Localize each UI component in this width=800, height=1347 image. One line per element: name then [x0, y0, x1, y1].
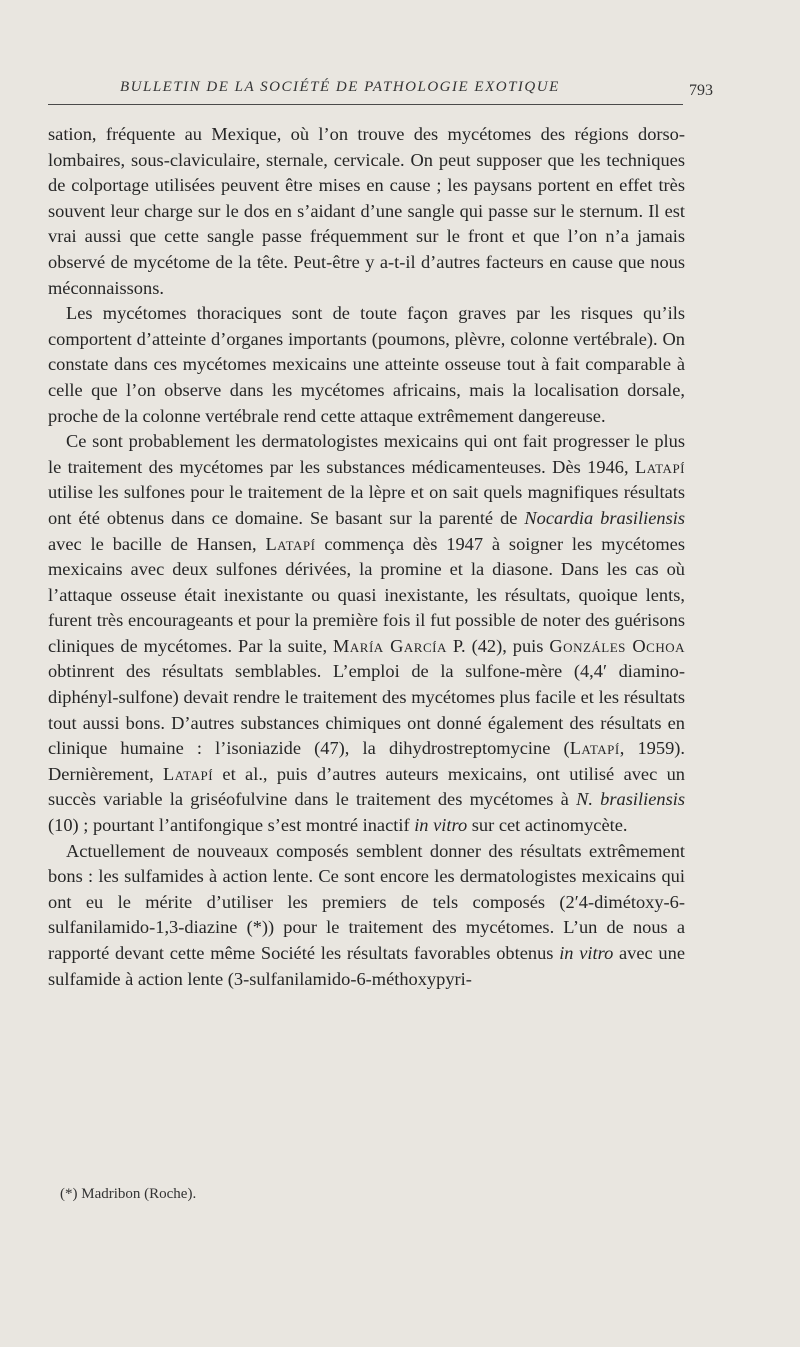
journal-title: BULLETIN DE LA SOCIÉTÉ DE PATHOLOGIE EXOTIQUE	[120, 79, 560, 95]
latin-term: in vitro	[414, 815, 468, 836]
latin-term: in vitro	[559, 943, 614, 963]
author-name: Latapí	[634, 456, 685, 477]
text-run: P. (42), puis	[446, 635, 550, 656]
paragraph-3	[48, 429, 685, 839]
footnote: (*) Madribon (Roche).	[60, 1186, 197, 1202]
body-text	[48, 122, 685, 992]
text-run: obtinrent des résultats semblables. L’emploi de la sulfone-mère (4,4′ diamino-diphényl-sulfone) devait rendre le traitement des mycétomes plus facile et les résultats tout aussi bons. D’autres substances chimiques ont donné également des résultats en clinique humaine : l’isoniazide (47), la dihydrostreptomycine (	[48, 661, 685, 759]
species-name: N. brasiliensis	[576, 789, 685, 810]
author-name: Gonzáles Ochoa	[549, 635, 685, 656]
species-name: Nocardia brasiliensis	[524, 507, 685, 528]
paragraph-1: sation, fréquente au Mexique, où l’on trouve des mycétomes des régions dorso-lombaires, sous-claviculaire, sternale, cervicale. On peut supposer que les techniques de colportage utilisées peuvent être mises en cause ; les paysans portent en effet très souvent leur charge sur le dos en s’aidant d’une sangle qui passe sur le sternum. Il est vrai aussi que cette sangle passe fréquemment sur le front et que l’on n’a jamais observé de mycétome de la tête. Peut-être y a-t-il d’autres facteurs en cause que nous méconnaissons.	[48, 124, 685, 298]
page-number: 793	[689, 82, 713, 99]
running-header	[48, 74, 713, 105]
text-run: avec une sulfamide à action lente (3-sulfanilamido-6-méthoxypyri-	[48, 943, 685, 989]
author-name: María García	[333, 635, 447, 656]
text-run: Ce sont probablement les dermatologistes mexicains qui ont fait progresser le plus le traitement des mycétomes par les substances médicamenteuses. Dès 1946,	[48, 431, 685, 477]
text-run: utilise les sulfones pour le traitement de la lèpre et on sait quels magnifiques résultats ont été obtenus dans ce domaine. Se basant sur la parenté de	[48, 482, 685, 528]
paragraph-2: Les mycétomes thoraciques sont de toute façon graves par les risques qu’ils comportent d’atteinte d’organes importants (poumons, plèvre, colonne vertébrale). On constate dans ces mycétomes mexicains une atteinte osseuse tout à fait comparable à celle que l’on observe dans les mycétomes africains, mais la localisation dorsale, proche de la colonne vertébrale rend cette attaque extrêmement dangereuse.	[48, 303, 685, 426]
author-name: Latapí	[569, 738, 620, 759]
text-run: avec le bacille de Hansen,	[48, 533, 266, 554]
text-run: (10) ; pourtant l’antifongique s’est montré inactif	[48, 815, 415, 836]
text-run: et al., puis d’autres auteurs mexicains, ont utilisé avec un succès variable la griséofulvine dans le traitement des mycétomes à	[48, 763, 685, 810]
text-run: commença dès 1947 à soigner les mycétomes mexicains avec deux sulfones dérivées, la promine et la diasone. Dans les cas où l’attaque osseuse était inexistante ou quasi inexistante, les résultats, quoique lents, furent très encourageants et pour la première fois il fut possible de noter des guérisons cliniques de mycétomes. Par la suite,	[48, 533, 685, 656]
author-name: Latapí	[163, 763, 214, 784]
author-name: Latapí	[265, 533, 316, 554]
text-run: , 1959). Dernièrement,	[48, 738, 685, 784]
text-run: sur cet actinomycète.	[467, 815, 628, 836]
text-run: Actuellement de nouveaux composés semblent donner des résultats extrêmement bons : les sulfamides à action lente. Ce sont encore les dermatologistes mexicains qui ont eu le mérite d’utiliser les premiers de tels composés (2′4-dimétoxy-6-sulfanilamido-1,3-diazine (*)) pour le traitement des mycétomes. L’un de nous a rapporté devant cette même Société les résultats favorables obtenus	[48, 840, 685, 963]
paragraph-4	[48, 839, 685, 993]
